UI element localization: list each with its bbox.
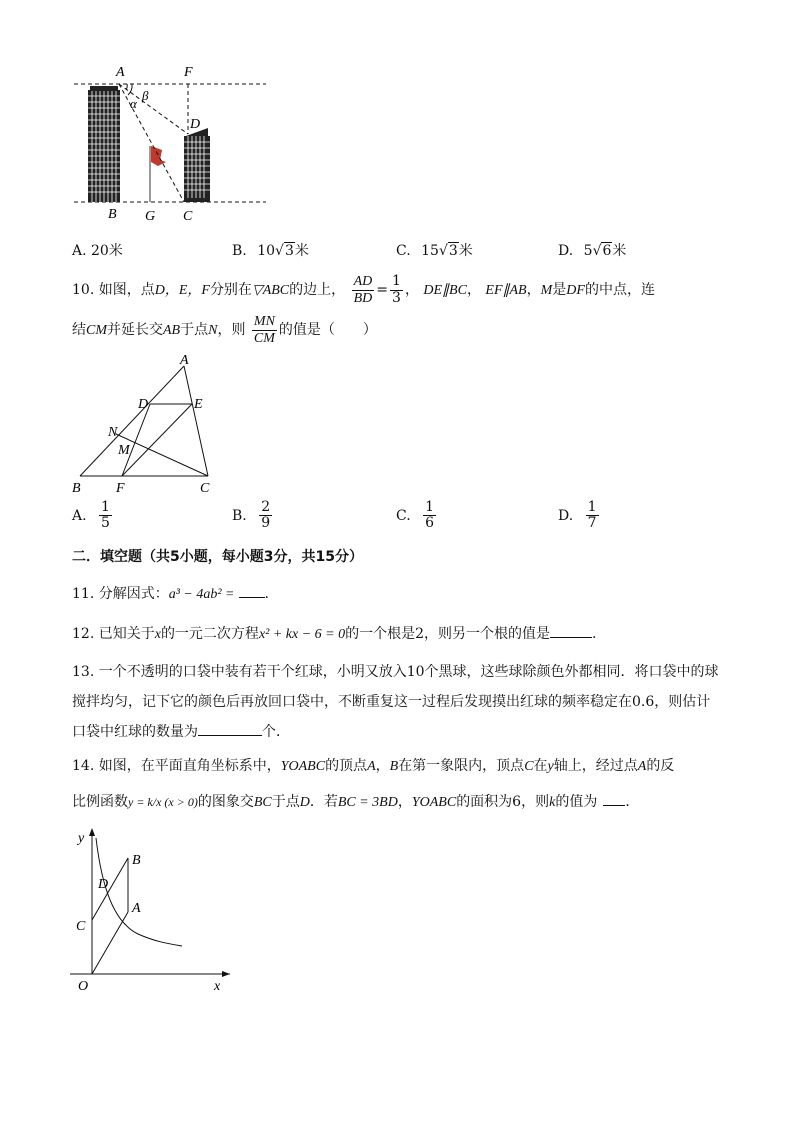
q9-label-alpha: α: [130, 96, 137, 111]
q12: [72, 616, 732, 653]
q14-t3: ，: [375, 758, 390, 774]
q12-t1: 已知关于: [98, 626, 155, 642]
q10-m: M: [540, 283, 553, 298]
q10-t6: ，: [526, 282, 541, 298]
q10-option-c-den: 6: [425, 515, 435, 532]
q10-line2-a: 结: [72, 322, 86, 338]
q9-option-b[interactable]: [232, 240, 309, 260]
q14-label-A: A: [132, 901, 141, 916]
q14-y: y: [547, 759, 554, 774]
q13-line2: 搅拌均匀，记下它的颜色后再放回口袋中，不断重复这一过程后发现摸出红球的频率稳定在0.6，则估计: [72, 694, 711, 710]
q10-option-b-frac: [259, 500, 272, 532]
q10-line2-d: ，则: [217, 322, 246, 338]
q10-line2-b: 并延长交: [107, 322, 163, 338]
q10-points: D，E，F: [154, 283, 210, 298]
q9-option-a[interactable]: [72, 240, 123, 260]
q10-option-a-num: 1: [101, 499, 110, 515]
q14-b: B: [389, 759, 399, 774]
q10-frac-3: 3: [392, 289, 401, 306]
q10-option-b[interactable]: [232, 500, 274, 532]
q10-frac-mn: MN: [253, 314, 275, 330]
q10-t1: 如图，点: [98, 282, 155, 298]
q10-figure: [68, 354, 228, 494]
q14-line2: [72, 784, 732, 821]
q12-t2: 的一元二次方程: [160, 626, 259, 642]
q10-option-a-key: A.: [72, 507, 87, 524]
q10-t7: 是: [552, 282, 567, 298]
q10-frac-ad: AD: [353, 274, 373, 290]
q10-df: DF: [566, 283, 585, 298]
q14-t5: 在: [533, 758, 548, 774]
q14-para2: YOABC: [411, 795, 457, 810]
q13-line3a: 口袋中红球的数量为: [72, 724, 198, 740]
q12-t3: 的一个根是2，则另一个根的值是: [345, 626, 551, 642]
q10-option-b-key: B.: [232, 507, 247, 524]
q10-option-b-num: 2: [261, 499, 271, 515]
q14-l2b: 的图象交: [197, 794, 254, 810]
q10-option-a-den: 5: [101, 515, 110, 532]
q10-t8: 的中点，连: [584, 282, 655, 298]
q14-bc: BC: [253, 795, 272, 810]
q10-eq: =: [376, 282, 389, 298]
q10-label-D: D: [138, 397, 149, 412]
q14-label-D: D: [98, 877, 109, 892]
q9-label-A: A: [116, 65, 125, 80]
q14-t1: 如图，在平面直角坐标系中，: [98, 758, 281, 774]
q10-line2-e: 的值是（ ）: [278, 322, 377, 338]
q11-text: 分解因式：: [98, 586, 169, 602]
q10-line1: [72, 272, 732, 309]
q14-k: k: [549, 795, 556, 810]
q12-eq: x² + kx − 6 = 0: [258, 627, 346, 642]
q10-option-c-num: 1: [425, 499, 435, 515]
q10-frac-cm: CM: [253, 330, 275, 346]
q14-l2a: 比例函数: [72, 794, 128, 810]
q10-label-M: M: [118, 443, 130, 458]
q9-label-beta: β: [142, 88, 149, 103]
q10-frac-1: 1: [392, 273, 401, 290]
q9-option-c-key: C.: [396, 243, 411, 259]
q14-l2c: 于点: [271, 794, 300, 810]
q14-l2g: 的值为: [555, 794, 598, 810]
q9-option-d-radicand: 6: [602, 243, 612, 259]
q10-number: 10.: [72, 282, 95, 298]
q13-line3b: 个．: [262, 724, 290, 740]
q10-label-B: B: [72, 481, 81, 494]
q9-option-b-unit: 米: [294, 243, 309, 259]
q9-label-F: F: [184, 65, 193, 80]
q14-label-y: y: [78, 831, 85, 846]
q9-figure: [70, 62, 280, 222]
q9-option-d-radical: √6: [592, 243, 612, 259]
q10-frac-ad-bd: [352, 274, 375, 306]
q11-number: 11.: [72, 586, 95, 602]
q10-label-C: C: [200, 481, 210, 494]
q10-frac-mn-cm: [252, 314, 277, 346]
q14-label-C: C: [76, 919, 86, 934]
q10-cond2: EF∥AB: [485, 283, 527, 298]
q11-end: .: [264, 586, 269, 602]
q9-option-c-radicand: 3: [448, 243, 458, 259]
q14-figure: [70, 826, 240, 996]
q14-l2e: ，: [397, 794, 412, 810]
q10-line2: [72, 312, 732, 349]
q14-t6: 轴上，经过点: [553, 758, 638, 774]
q14-line1: [72, 748, 732, 785]
q14-c: C: [524, 759, 534, 774]
q14-label-B: B: [132, 853, 141, 868]
q11-expr: a³ − 4ab² =: [168, 587, 235, 602]
q14-answer-blank[interactable]: [603, 791, 625, 806]
q10-label-A: A: [180, 354, 189, 368]
q9-label-G: G: [145, 209, 156, 222]
q10-t2: 分别在: [209, 282, 252, 298]
q14-l2d: ．若: [309, 794, 338, 810]
q14-l2f: 的面积为6，则: [456, 794, 550, 810]
q10-t3: 的边上，: [289, 282, 346, 298]
q14-t7: 的反: [646, 758, 675, 774]
q14-d: D: [299, 795, 310, 810]
q10-option-d-frac: [586, 500, 599, 532]
q9-option-d-unit: 米: [612, 243, 627, 259]
q14-para: YOABC: [280, 759, 326, 774]
q9-label-C: C: [183, 209, 193, 222]
q9-label-B: B: [108, 207, 117, 222]
q9-label-D: D: [190, 117, 201, 132]
q13-line1: 13. 一个不透明的口袋中装有若干个红球，小明又放入10个黑球，这些球除颜色外都相同．将口袋中的球: [72, 664, 719, 680]
q13-line3: [72, 714, 732, 750]
q9-option-b-coef: 10: [257, 243, 276, 259]
q12-end: .: [592, 626, 597, 642]
q9-option-c-unit: 米: [458, 243, 473, 259]
q10-frac-1-3: [390, 274, 403, 306]
q14-label-x: x: [214, 979, 221, 994]
q12-answer-blank[interactable]: [550, 623, 592, 638]
q14-func: y = k/x (x > 0): [128, 795, 198, 809]
q10-triangle: ▽ABC: [251, 283, 290, 298]
q10-option-a-frac: [99, 500, 112, 532]
q10-label-F: F: [116, 481, 125, 494]
q14-label-O: O: [78, 979, 89, 994]
q10-cm: CM: [86, 323, 107, 338]
q10-option-c[interactable]: [396, 500, 438, 532]
q9-option-c[interactable]: [396, 240, 473, 260]
q10-option-d-key: D.: [558, 507, 574, 524]
q11: [72, 576, 732, 613]
q11-answer-blank[interactable]: [239, 583, 265, 598]
q10-label-N: N: [108, 425, 118, 440]
q12-number: 12.: [72, 626, 95, 642]
q14-number: 14.: [72, 758, 95, 774]
q14-cond: BC = 3BD: [337, 795, 398, 810]
q10-n: N: [208, 323, 218, 338]
q14-t2: 的顶点: [325, 758, 368, 774]
q9-option-a-text: 20米: [91, 243, 123, 259]
q9-option-c-radical: √3: [438, 243, 458, 259]
q10-option-c-frac: [423, 500, 436, 532]
q9-option-b-key: B.: [232, 243, 247, 259]
q10-ab: AB: [163, 323, 181, 338]
q10-t5: ，: [466, 282, 481, 298]
q10-option-d-den: 7: [587, 515, 597, 532]
q9-option-a-key: A.: [72, 243, 87, 259]
q14-a: A: [367, 759, 376, 774]
q9-option-c-coef: 15: [421, 243, 439, 259]
q9-option-d[interactable]: [558, 240, 626, 260]
q9-option-d-key: D.: [558, 243, 574, 259]
q10-line2-c: 于点: [180, 322, 209, 338]
q14-t4: 在第一象限内，顶点: [398, 758, 525, 774]
q10-option-c-key: C.: [396, 507, 411, 524]
q10-option-b-den: 9: [261, 515, 271, 532]
q13-answer-blank[interactable]: [198, 721, 262, 736]
q10-option-d[interactable]: [558, 500, 601, 532]
section2-title: 二．填空题（共5小题，每小题3分，共15分）: [72, 549, 363, 565]
q9-option-d-coef: 5: [583, 243, 593, 259]
q10-cond1: DE∥BC: [423, 283, 467, 298]
q10-label-E: E: [194, 397, 203, 412]
q10-option-a[interactable]: [72, 500, 114, 532]
q10-t4: ，: [404, 282, 419, 298]
q10-option-d-num: 1: [587, 499, 597, 515]
q14-end: ．: [625, 794, 640, 810]
q12-x: x: [154, 627, 161, 642]
q9-option-b-radical: √3: [275, 243, 294, 259]
q14-a2: A: [637, 759, 647, 774]
q10-frac-bd: BD: [353, 290, 373, 306]
q9-option-b-radicand: 3: [284, 243, 294, 259]
